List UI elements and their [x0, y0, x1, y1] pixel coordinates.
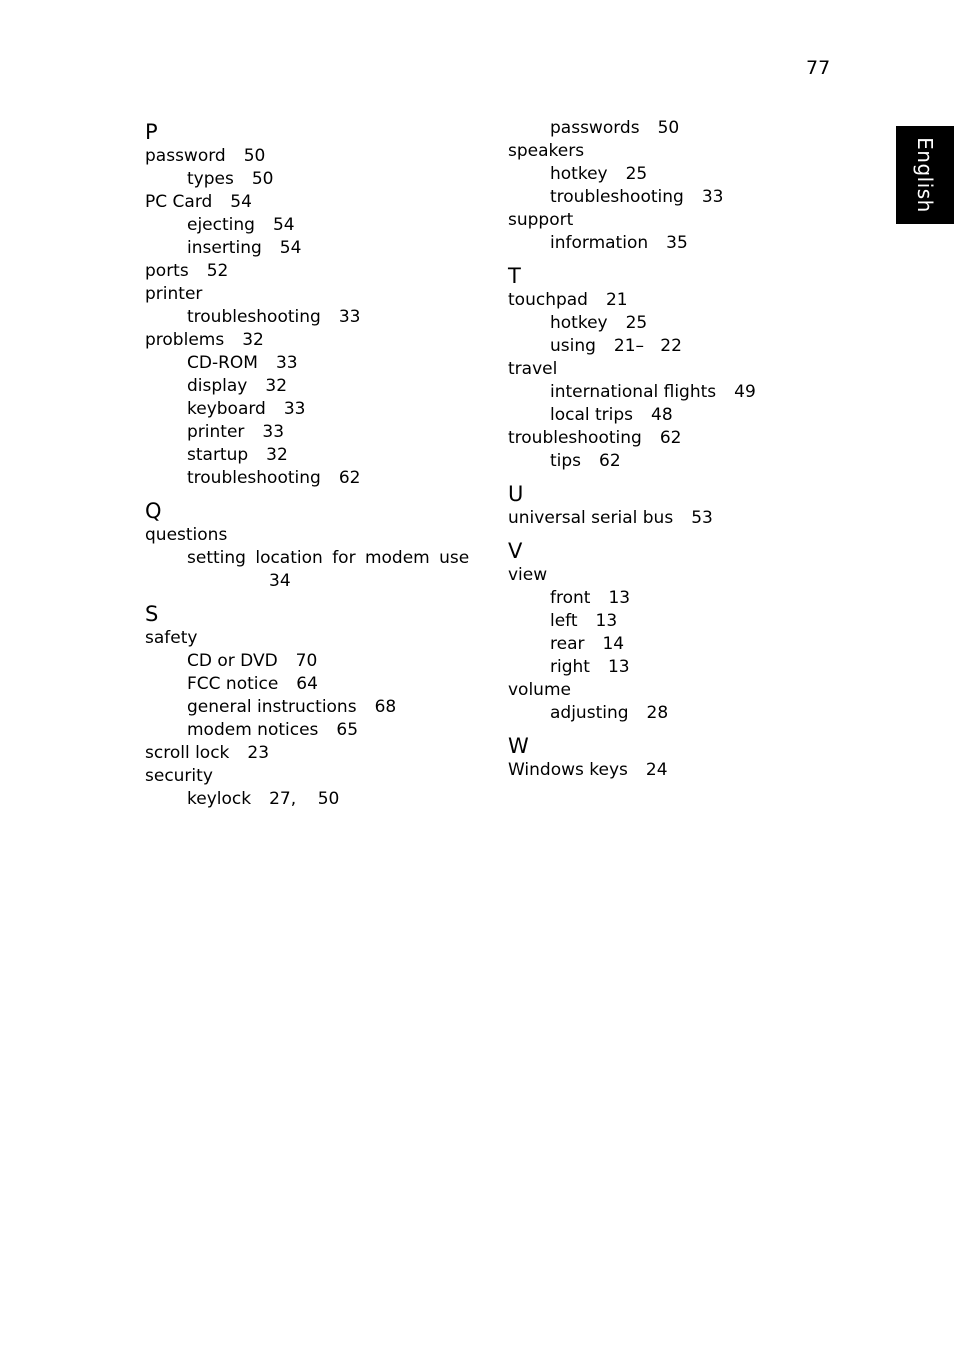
index-term: rear — [550, 634, 585, 654]
index-term: keylock — [187, 789, 252, 809]
index-term: ports — [145, 261, 189, 281]
section-letter: V — [508, 539, 523, 563]
page-reference: 23 — [247, 743, 270, 763]
index-subentry — [145, 214, 485, 237]
index-term: setting location for modem use — [187, 548, 470, 568]
index-term: general instructions — [187, 697, 357, 717]
page-reference: 62 — [659, 428, 682, 448]
page-reference: 34 — [269, 571, 291, 591]
page-reference: 50 — [243, 146, 266, 166]
index-subentry — [508, 450, 848, 473]
index-subentry — [145, 673, 485, 696]
index-subentry — [145, 788, 485, 811]
index-entry — [508, 679, 848, 702]
index-subentry — [508, 587, 848, 610]
index-entry — [145, 283, 485, 306]
index-entry — [145, 329, 485, 352]
language-tab-label: English — [913, 137, 937, 213]
index-subentry — [145, 696, 485, 719]
section-letter: T — [508, 264, 521, 288]
index-subentry — [508, 702, 848, 725]
index-entry — [145, 191, 485, 214]
page-reference: 33 — [701, 187, 724, 207]
page-reference: 33 — [338, 307, 361, 327]
index-subentry — [145, 352, 485, 375]
index-term: troubleshooting — [508, 428, 642, 448]
index-term: troubleshooting — [187, 307, 321, 327]
index-subentry — [145, 650, 485, 673]
index-entry — [145, 742, 485, 765]
index-subentry — [145, 375, 485, 398]
index-subentry — [145, 719, 485, 742]
index-subentry — [508, 610, 848, 633]
page-reference: 33 — [283, 399, 306, 419]
index-subentry — [145, 421, 485, 444]
index-term: local trips — [550, 405, 634, 425]
page-reference: 64 — [296, 674, 318, 694]
index-term: security — [145, 766, 213, 786]
index-term: front — [550, 588, 591, 608]
index-subentry — [145, 237, 485, 260]
page-reference: 25 — [625, 164, 648, 184]
page-reference: 33 — [262, 422, 285, 442]
index-term: information — [550, 233, 649, 253]
index-subentry — [508, 163, 848, 186]
page-reference: 13 — [595, 611, 618, 631]
index-term: questions — [145, 525, 228, 545]
index-entry — [508, 358, 848, 381]
page-reference: 32 — [242, 330, 264, 350]
index-entry — [145, 524, 485, 547]
index-entry — [508, 209, 848, 232]
section-letter: P — [145, 120, 158, 144]
page-reference: 54 — [279, 238, 302, 258]
index-term: CD-ROM — [187, 353, 258, 373]
index-term: problems — [145, 330, 225, 350]
index-subentry — [145, 306, 485, 329]
index-term: right — [550, 657, 590, 677]
index-entry — [508, 289, 848, 312]
page-reference: 33 — [275, 353, 298, 373]
index-subentry — [508, 232, 848, 255]
index-entry — [508, 427, 848, 450]
page-reference: 13 — [607, 657, 630, 677]
index-term: FCC notice — [187, 674, 279, 694]
index-subentry — [508, 186, 848, 209]
section-letter: Q — [145, 499, 162, 523]
index-term: troubleshooting — [187, 468, 321, 488]
index-column-right — [508, 117, 848, 782]
index-term: printer — [145, 284, 203, 304]
page-number: 77 — [806, 57, 831, 79]
index-term: types — [187, 169, 234, 189]
section-letter: W — [508, 734, 529, 758]
index-term: travel — [508, 359, 558, 379]
index-entry — [145, 260, 485, 283]
section-letter: U — [508, 482, 524, 506]
page-reference: 49 — [734, 382, 756, 402]
index-term: tips — [550, 451, 582, 471]
page-reference: 35 — [666, 233, 688, 253]
page-reference: 21– 22 — [613, 336, 682, 356]
index-term: using — [550, 336, 596, 356]
index-entry — [145, 627, 485, 650]
index-term: modem notices — [187, 720, 319, 740]
page-reference: 50 — [251, 169, 274, 189]
index-entry — [145, 145, 485, 168]
index-term: ejecting — [187, 215, 255, 235]
index-entry — [508, 507, 848, 530]
page-reference: 13 — [608, 588, 631, 608]
page-reference: 52 — [206, 261, 229, 281]
index-subentry — [508, 404, 848, 427]
page-reference: 14 — [602, 634, 625, 654]
index-term: keyboard — [187, 399, 266, 419]
index-subentry — [508, 312, 848, 335]
index-term: display — [187, 376, 248, 396]
index-subentry — [508, 335, 848, 358]
page-reference: 62 — [338, 468, 361, 488]
index-term: inserting — [187, 238, 262, 258]
index-term: PC Card — [145, 192, 213, 212]
index-term: adjusting — [550, 703, 629, 723]
index-term: Windows keys — [508, 760, 628, 780]
index-term: printer — [187, 422, 245, 442]
page-reference: 50 — [657, 118, 680, 138]
index-column-left — [145, 117, 485, 811]
index-term: left — [550, 611, 578, 631]
index-term: international flights — [550, 382, 717, 402]
page-reference: 62 — [599, 451, 621, 471]
index-subentry — [508, 656, 848, 679]
index-subentry — [145, 547, 485, 570]
index-term: view — [508, 565, 548, 585]
index-term: password — [145, 146, 226, 166]
index-subentry — [145, 570, 485, 593]
language-tab — [896, 126, 954, 224]
index-term: passwords — [550, 118, 640, 138]
page-reference: 27, 50 — [269, 789, 340, 809]
index-entry — [508, 140, 848, 163]
index-entry — [145, 765, 485, 788]
page-reference: 70 — [295, 651, 318, 671]
index-subentry — [145, 398, 485, 421]
page-reference: 54 — [272, 215, 295, 235]
index-term: CD or DVD — [187, 651, 278, 671]
index-term: hotkey — [550, 313, 608, 333]
index-entry — [508, 564, 848, 587]
page-reference: 54 — [230, 192, 252, 212]
index-subentry — [145, 444, 485, 467]
page-reference: 32 — [266, 445, 288, 465]
page-reference: 25 — [625, 313, 648, 333]
section-letter: S — [145, 602, 159, 626]
page-reference: 65 — [336, 720, 359, 740]
page-reference: 53 — [691, 508, 713, 528]
page-reference: 48 — [651, 405, 673, 425]
index-term: scroll lock — [145, 743, 230, 763]
index-term: speakers — [508, 141, 585, 161]
index-term: hotkey — [550, 164, 608, 184]
page-reference: 32 — [265, 376, 288, 396]
index-entry — [508, 759, 848, 782]
index-term: support — [508, 210, 574, 230]
index-subentry — [508, 381, 848, 404]
page-reference: 24 — [645, 760, 668, 780]
page-reference: 28 — [646, 703, 669, 723]
index-term: startup — [187, 445, 249, 465]
index-term: touchpad — [508, 290, 588, 310]
index-subentry — [145, 168, 485, 191]
index-subentry — [508, 633, 848, 656]
page-reference: 21 — [605, 290, 628, 310]
page-reference: 68 — [374, 697, 397, 717]
index-term: troubleshooting — [550, 187, 684, 207]
index-term: safety — [145, 628, 198, 648]
index-subentry — [145, 467, 485, 490]
index-term: universal serial bus — [508, 508, 674, 528]
index-subentry — [508, 117, 848, 140]
index-term: volume — [508, 680, 571, 700]
